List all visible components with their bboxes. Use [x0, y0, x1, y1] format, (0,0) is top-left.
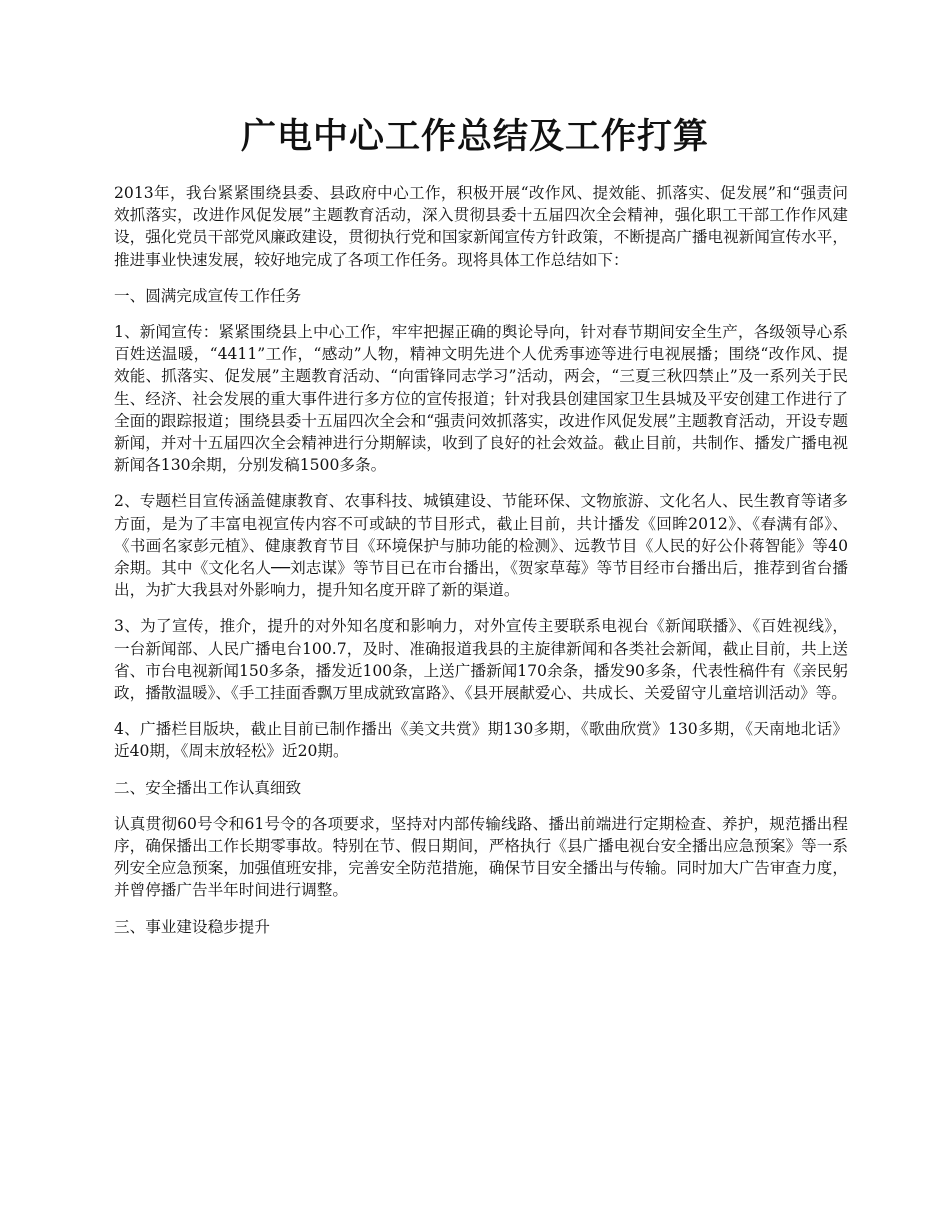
intro-paragraph: 2013年，我台紧紧围绕县委、县政府中心工作，积极开展“改作风、提效能、抓落实、促发展”和“强责问效抓落实，改进作风促发展”主题教育活动，深入贯彻县委十五届四次全会精神，强化职工干部工作作风建设，强化党员干部党风廉政建设，贯彻执行党和国家新闻宣传方针政策，不断提高广播电视新闻宣传水平，推进事业快速发展，较好地完成了各项工作任务。现将具体工作总结如下：	[114, 184, 848, 269]
paragraph-external-publicity: 3、为了宣传，推介，提升的对外知名度和影响力，对外宣传主要联系电视台《新闻联播》、《百姓视线》，一台新闻部、人民广播电台100.7，及时、准确报道我县的主旋律新闻和各类社会新闻，截止目前，共上送省、市台电视新闻150多条，播发近100条，上送广播新闻170余条，播发90多条，代表性稿件有《亲民躬政，播散温暖》、《手工挂面香飘万里成就致富路》、《县开展献爱心、共成长、关爱留守儿童培训活动》等。	[114, 617, 848, 703]
document-title: 广电中心工作总结及工作打算	[240, 116, 709, 157]
paragraph-special-columns: 2、专题栏目宣传涵盖健康教育、农事科技、城镇建设、节能环保、文物旅游、文化名人、民生教育等诸多方面，是为了丰富电视宣传内容不可或缺的节目形式，截止目前，共计播发《回眸2012》、《春满有郃》、《书画名家彭元植》、健康教育节目《环境保护与肺功能的检测》、远教节目《人民的好公仆蒋智能》等40余期。其中《文化名人──刘志谋》等节目已在市台播出，《贺家草莓》等节目经市台播出后，推荐到省台播出，为扩大我县对外影响力，提升知名度开辟了新的渠道。	[114, 492, 848, 600]
paragraph-news-publicity: 1、新闻宣传：紧紧围绕县上中心工作，牢牢把握正确的舆论导向，针对春节期间安全生产，各级领导心系百姓送温暖，“4411”工作，“感动”人物，精神文明先进个人优秀事迹等进行电视展播；围绕“改作风、提效能、抓落实、促发展”主题教育活动、“向雷锋同志学习”活动，两会，“三夏三秋四禁止”及一系列关于民生、经济、社会发展的重大事件进行多方位的宣传报道；针对我县创建国家卫生县城及平安创建工作进行了全面的跟踪报道；围绕县委十五届四次全会和“强责问效抓落实，改进作风促发展”主题教育活动，开设专题新闻，并对十五届四次全会精神进行分期解读，收到了良好的社会效益。截止目前，共制作、播发广播电视新闻各130余期，分别发稿1500多条。	[114, 323, 848, 475]
paragraph-safe-broadcast: 认真贯彻60号令和61号令的各项要求，坚持对内部传输线路、播出前端进行定期检查、养护，规范播出程序，确保播出工作长期零事故。特别在节、假日期间，严格执行《县广播电视台安全播出应急预案》等一系列安全应急预案，加强值班安排，完善安全防范措施，确保节目安全播出与传输。同时加大广告审查力度，并曾停播广告半年时间进行调整。	[114, 814, 848, 900]
section-heading-2: 二、安全播出工作认真细致	[114, 778, 302, 797]
section-heading-1: 一、圆满完成宣传工作任务	[114, 286, 302, 305]
document-body	[114, 182, 848, 952]
section-heading-3: 三、事业建设稳步提升	[114, 917, 270, 936]
paragraph-radio-columns: 4、广播栏目版块，截止目前已制作播出《美文共赏》期130多期，《歌曲欣赏》130多期，《天南地北话》近40期，《周末放轻松》近20期。	[114, 720, 848, 761]
